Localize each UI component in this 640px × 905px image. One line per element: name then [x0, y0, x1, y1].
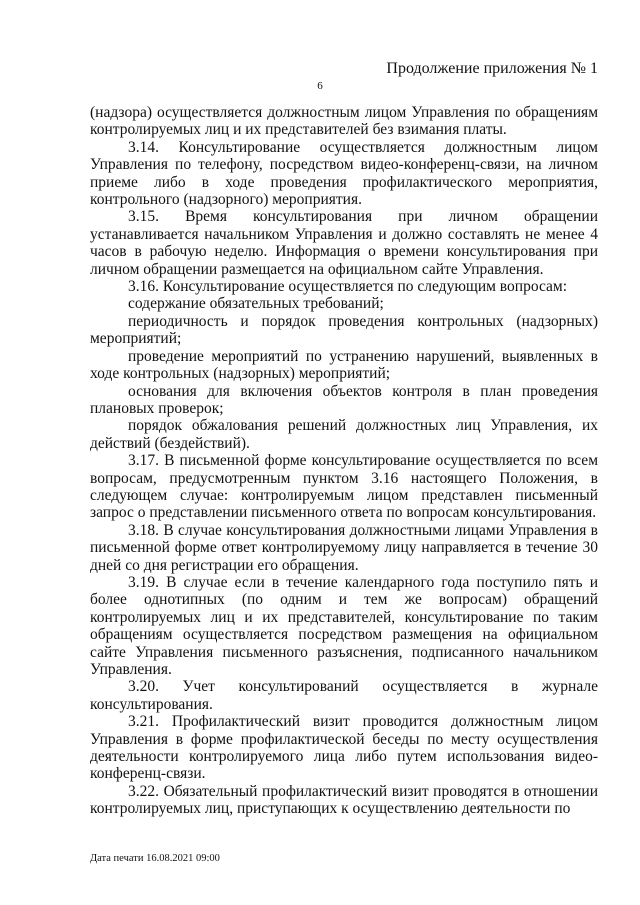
paragraph: содержание обязательных требований; [128, 295, 384, 313]
paragraph: основания для включения объектов контроля в план проведения плановых проверок; [90, 382, 598, 417]
page-header-title: Продолжение приложения № 1 [386, 60, 598, 77]
print-date-footer: Дата печати 16.08.2021 09:00 [90, 853, 220, 864]
paragraph: 3.17. В письменной форме консультирование осуществляется по всем вопросам, предусмотренным пунктом 3.16 настоящего Положения, в следующем случае: контролируемым лицом представлен письменный запрос о представлении письменного ответа по вопросам консультирования. [90, 452, 598, 522]
paragraph: 3.18. В случае консультирования должностными лицами Управления в письменной форме ответ контролируемому лицу направляется в течение 30 дней со дня регистрации его обращения. [90, 521, 598, 574]
paragraph: 3.20. Учет консультирований осуществляется в журнале консультирования. [90, 678, 598, 713]
paragraph: проведение мероприятий по устранению нарушений, выявленных в ходе контрольных (надзорных) мероприятий; [90, 347, 598, 383]
paragraph: 3.22. Обязательный профилактический визит проводятся в отношении контролируемых лиц, приступающих к осуществлению деятельности по [90, 782, 598, 818]
paragraph: порядок обжалования решений должностных лиц Управления, их действий (бездействий). [90, 417, 598, 452]
document-body [90, 104, 598, 818]
paragraph: периодичность и порядок проведения контрольных (надзорных) мероприятий; [90, 312, 598, 348]
paragraph: 3.14. Консультирование осуществляется должностным лицом Управления по телефону, посредством видео-конференц-связи, на личном приеме либо в ходе проведения профилактического мероприятия, контрольного (надзорного) мероприятия. [90, 138, 598, 209]
paragraph: (надзора) осуществляется должностным лицом Управления по обращениям контролируемых лиц и их представителей без взимания платы. [90, 104, 598, 139]
paragraph: 3.19. В случае если в течение календарного года поступило пять и более однотипных (по одним и тем же вопросам) обращений контролируемых лиц и их представителей, консультирование по таким обращениям осуществляется посредством размещения на официальном сайте Управления письменного разъяснения, подписанного начальником Управления. [90, 573, 598, 678]
paragraph: 3.21. Профилактический визит проводится должностным лицом Управления в форме профилактической беседы по месту осуществления деятельности контролируемого лица либо путем использования видео-конференц-связи. [90, 713, 598, 783]
paragraph: 3.16. Консультирование осуществляется по следующим вопросам: [128, 278, 568, 296]
paragraph: 3.15. Время консультирования при личном обращении устанавливается начальником Управления и должно составлять не менее 4 часов в рабочую неделю. Информация о времени консультирования при личном обращении размещается на официальном сайте Управления. [90, 208, 598, 278]
page-number: 6 [317, 80, 323, 92]
